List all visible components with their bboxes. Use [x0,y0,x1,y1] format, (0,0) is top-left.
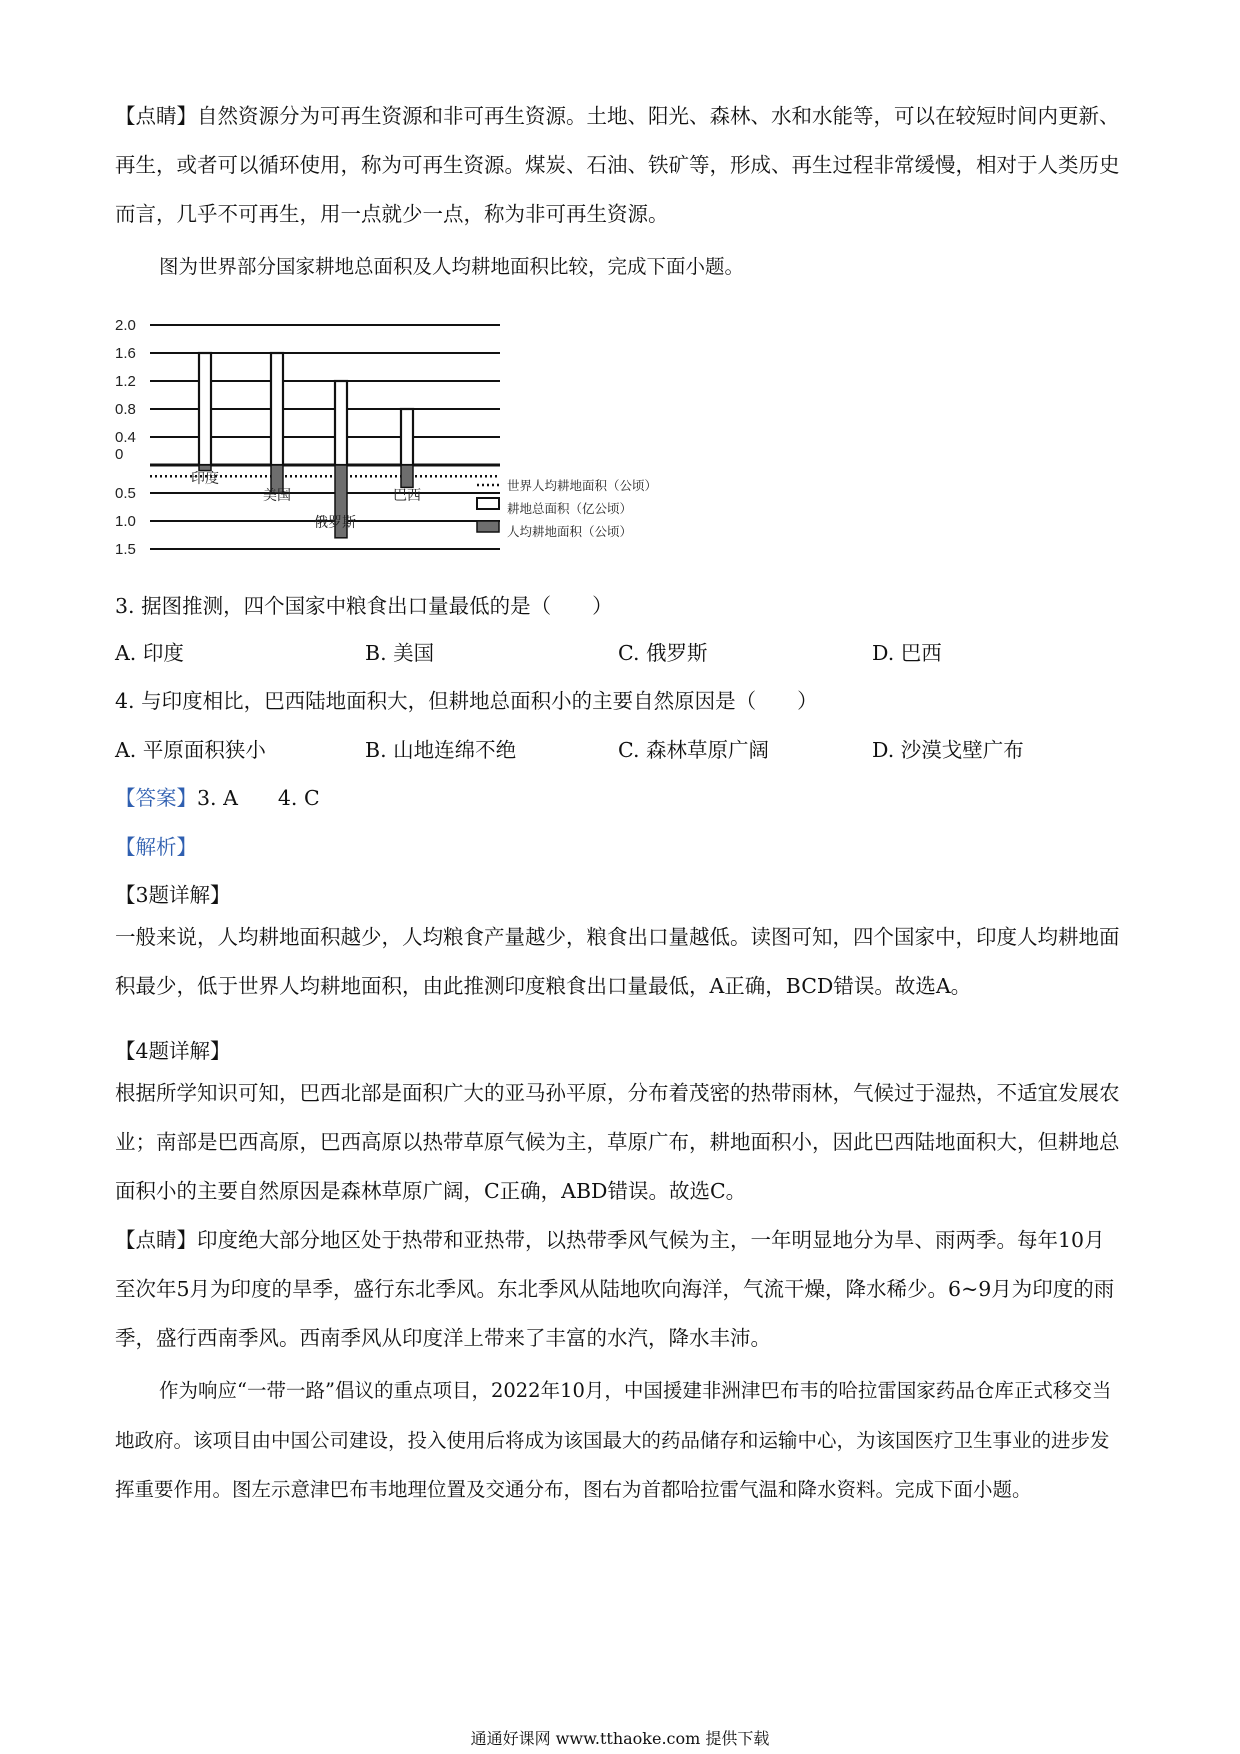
legend-label: 世界人均耕地面积（公顷） [507,479,658,493]
category-label: 俄罗斯 [314,514,356,530]
bar-per-capita [401,465,413,487]
analysis-heading: 【解析】 [115,835,197,859]
farmland-chart [115,295,735,580]
q4-option-a[interactable]: A. 平原面积狭小 [115,738,266,762]
bar-total-area [335,381,347,465]
y-tick-label: 2.0 [115,317,136,334]
answer-tag: 【答案】 [115,786,197,810]
bar-total-area [271,353,283,465]
y-tick-label: 1.6 [115,345,136,362]
detail-4-title: 【4题详解】 [115,1039,231,1063]
chart-intro: 图为世界部分国家耕地总面积及人均耕地面积比较，完成下面小题。 [159,255,745,278]
category-label: 巴西 [393,487,421,503]
y-tick-label: 1.2 [115,373,136,390]
note-tag-2: 【点睛】 [115,1228,197,1252]
answer-line [115,781,320,811]
y-tick-label: 1.5 [115,541,136,558]
y-tick-label: 0 [115,446,124,463]
q3-option-b[interactable]: B. 美国 [365,641,435,665]
y-tick-label: 0.4 [115,429,136,446]
note-paragraph-2 [115,1216,1125,1363]
detail-3-title: 【3题详解】 [115,883,231,907]
q3-option-a[interactable]: A. 印度 [115,641,184,665]
q3-option-c[interactable]: C. 俄罗斯 [618,641,708,665]
zimbabwe-intro: 作为响应“一带一路”倡议的重点项目，2022年10月，中国援建非洲津巴布韦的哈拉雷国家药品仓库正式移交当地政府。该项目由中国公司建设，投入使用后将成为该国最大的药品储存和运输中心，为该国医疗卫生事业的进步发挥重要作用。图左示意津巴布韦地理位置及交通分布，图右为首都哈拉雷气温和降水资料。完成下面小题。 [115,1379,1112,1501]
question-3-stem: 3. 据图推测，四个国家中粮食出口量最低的是（ ） [115,594,613,618]
answer-q3: 3. A [197,786,238,810]
note-paragraph-1 [115,92,1125,239]
note-text-2: 印度绝大部分地区处于热带和亚热带，以热带季风气候为主，一年明显地分为旱、雨两季。每年10月至次年5月为印度的旱季，盛行东北季风。东北季风从陆地吹向海洋，气流干燥，降水稀少。6~9月为印度的雨季，盛行西南季风。西南季风从印度洋上带来了丰富的水汽，降水丰沛。 [115,1228,1115,1350]
y-tick-label: 0.5 [115,485,136,502]
bar-total-area [199,353,211,465]
q4-option-c[interactable]: C. 森林草原广阔 [618,738,769,762]
note-text: 自然资源分为可再生资源和非可再生资源。土地、阳光、森林、水和水能等，可以在较短时间内更新、再生，或者可以循环使用，称为可再生资源。煤炭、石油、铁矿等，形成、再生过程非常缓慢，相对于人类历史而言，几乎不可再生，用一点就少一点，称为非可再生资源。 [115,104,1120,226]
legend-label: 耕地总面积（亿公顷） [507,502,633,516]
detail-4-text: 根据所学知识可知，巴西北部是面积广大的亚马孙平原，分布着茂密的热带雨林，气候过于湿热，不适宜发展农业；南部是巴西高原，巴西高原以热带草原气候为主，草原广布，耕地面积小，因此巴西陆地面积大，但耕地总面积小的主要自然原因是森林草原广阔，C正确，ABD错误。故选C。 [115,1081,1120,1203]
legend-label: 人均耕地面积（公顷） [507,525,633,539]
footer-credit: 通通好课网 www.tthaoke.com 提供下载 [470,1729,770,1748]
y-tick-label: 0.8 [115,401,136,418]
legend-swatch-total [477,498,499,509]
q3-option-d[interactable]: D. 巴西 [872,641,942,665]
q4-option-d[interactable]: D. 沙漠戈壁广布 [872,738,1024,762]
category-label: 美国 [263,487,291,503]
q4-option-b[interactable]: B. 山地连绵不绝 [365,738,517,762]
answer-q4: 4. C [277,786,320,810]
note-tag: 【点睛】 [115,104,197,128]
category-label: 印度 [191,470,219,486]
bar-total-area [401,409,413,465]
y-tick-label: 1.0 [115,513,136,530]
chart-axes [115,317,500,558]
question-4-stem: 4. 与印度相比，巴西陆地面积大，但耕地总面积小的主要自然原因是（ ） [115,689,818,713]
detail-3-text: 一般来说，人均耕地面积越少，人均粮食产量越少，粮食出口量越低。读图可知，四个国家中，印度人均耕地面积最少，低于世界人均耕地面积，由此推测印度粮食出口量最低，A正确，BCD错误。故选A。 [115,925,1120,998]
legend-swatch-per-capita [477,521,499,532]
chart-legend [477,478,657,539]
